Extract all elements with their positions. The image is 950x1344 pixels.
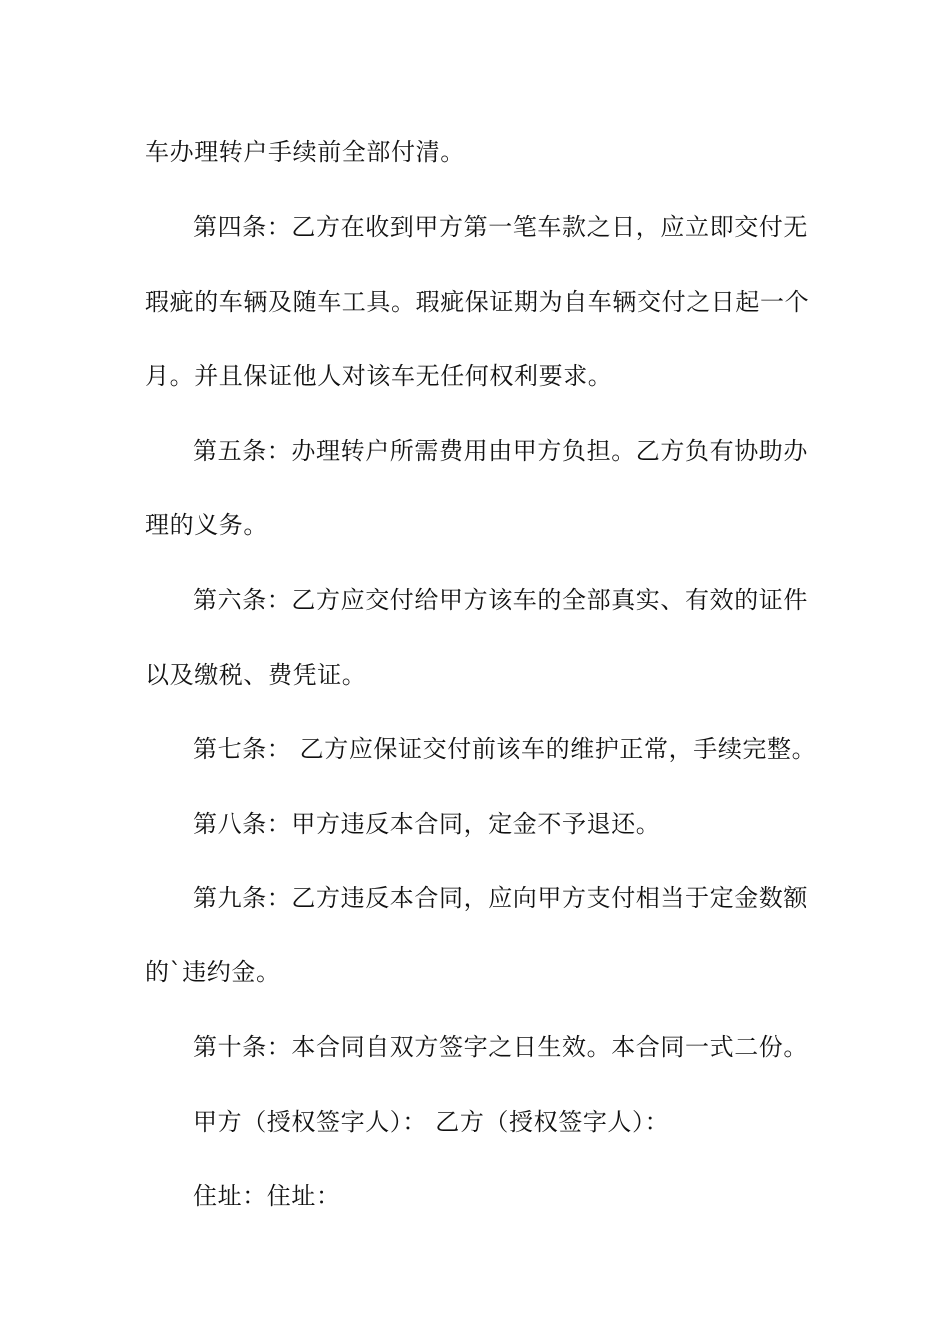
text-line: 月。并且保证他人对该车无任何权利要求。	[145, 362, 613, 390]
text-line: 的`违约金。	[145, 958, 281, 986]
text-line: 瑕疵的车辆及随车工具。瑕疵保证期为自车辆交付之日起一个	[145, 288, 810, 316]
address-line: 住址：住址：	[193, 1182, 341, 1210]
text-line: 以及缴税、费凭证。	[145, 661, 367, 689]
clause-8-line: 第八条：甲方违反本合同，定金不予退还。	[193, 810, 661, 838]
text-line: 理的义务。	[145, 511, 268, 539]
clause-7-line: 第七条： 乙方应保证交付前该车的维护正常，手续完整。	[193, 735, 817, 763]
clause-6-line: 第六条：乙方应交付给甲方该车的全部真实、有效的证件	[193, 586, 808, 614]
clause-5-line: 第五条：办理转户所需费用由甲方负担。乙方负有协助办	[193, 437, 808, 465]
clause-10-line: 第十条：本合同自双方签字之日生效。本合同一式二份。	[193, 1033, 808, 1061]
clause-9-line: 第九条：乙方违反本合同，应向甲方支付相当于定金数额	[193, 884, 808, 912]
signatories-line: 甲方（授权签字人）： 乙方（授权签字人）：	[193, 1108, 670, 1136]
clause-4-line: 第四条：乙方在收到甲方第一笔车款之日，应立即交付无	[193, 213, 808, 241]
text-line: 车办理转户手续前全部付清。	[145, 138, 465, 166]
